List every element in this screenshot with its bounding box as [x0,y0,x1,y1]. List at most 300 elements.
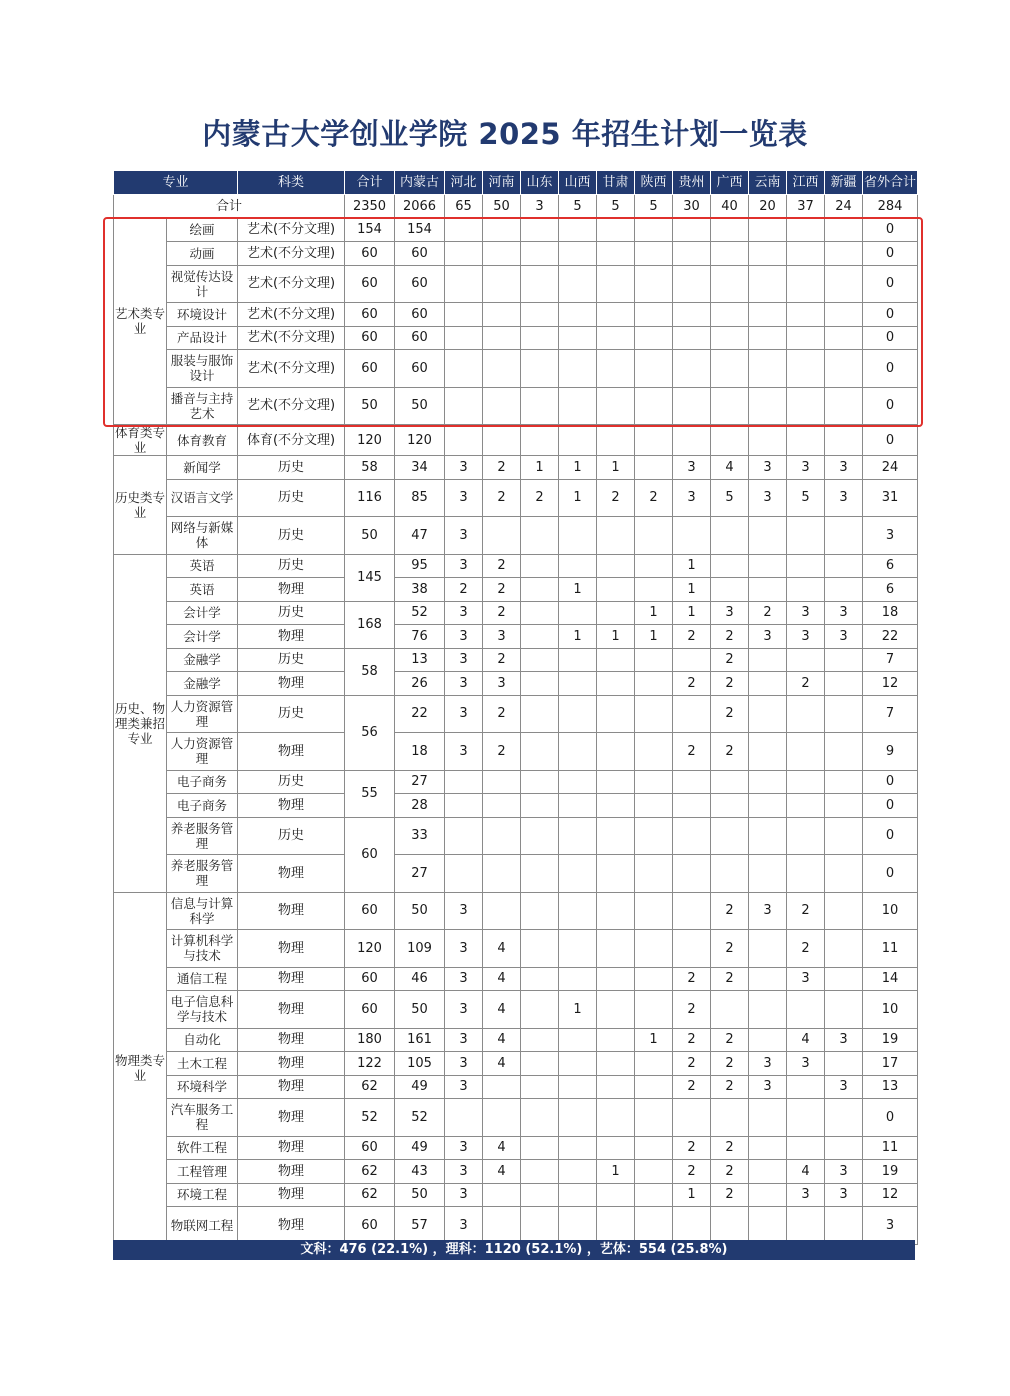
value-cell: 2 [711,930,749,968]
value-cell [559,855,597,893]
value-cell: 3 [825,1160,863,1184]
value-cell: 1 [635,1028,673,1052]
value-cell [787,578,825,602]
total-cell: 5 [559,195,597,219]
value-cell [521,930,559,968]
value-cell: 2 [673,1028,711,1052]
value-cell [673,794,711,818]
value-cell [635,855,673,893]
major-cell: 计算机科学与技术 [167,930,238,968]
value-cell [673,892,711,930]
value-cell: 3 [445,1075,483,1099]
value-cell: 3 [445,1052,483,1076]
value-cell [635,425,673,456]
value-cell [825,218,863,242]
table-row [114,1028,918,1052]
value-cell: 3 [673,479,711,517]
value-cell [597,672,635,696]
value-cell [787,554,825,578]
value-cell: 18 [395,733,445,771]
value-cell: 3 [445,554,483,578]
value-cell: 4 [483,967,521,991]
major-cell: 会计学 [167,601,238,625]
value-cell [711,303,749,327]
row-total-cell: 60 [345,1136,395,1160]
row-total-cell: 60 [345,991,395,1029]
value-cell [825,1052,863,1076]
value-cell [559,1052,597,1076]
table-row [114,695,918,733]
row-total-cell: 58 [345,648,395,695]
subject-cell: 艺术(不分文理) [238,242,345,266]
value-cell [825,967,863,991]
value-cell [635,1136,673,1160]
value-cell: 76 [395,625,445,649]
header-cell: 内蒙古 [395,171,445,195]
subject-cell: 历史 [238,817,345,855]
subject-cell: 艺术(不分文理) [238,218,345,242]
value-cell: 1 [559,578,597,602]
value-cell [673,648,711,672]
value-cell [711,326,749,350]
value-cell: 3 [749,479,787,517]
value-cell [597,326,635,350]
header-cell: 河北 [445,171,483,195]
row-total-cell: 60 [345,265,395,303]
value-cell: 3 [445,967,483,991]
row-total-cell: 116 [345,479,395,517]
value-cell [559,350,597,388]
header-cell: 山西 [559,171,597,195]
subject-cell: 历史 [238,770,345,794]
major-cell: 视觉传达设计 [167,265,238,303]
value-cell: 2 [483,479,521,517]
value-cell: 0 [863,326,918,350]
value-cell [787,1099,825,1137]
value-cell [483,1183,521,1207]
value-cell [445,1099,483,1137]
table-row [114,1136,918,1160]
value-cell: 3 [445,930,483,968]
total-label: 合计 [114,195,345,219]
value-cell [825,387,863,425]
value-cell: 1 [635,625,673,649]
subject-cell: 物理 [238,1136,345,1160]
value-cell [597,554,635,578]
category-cell: 体育类专业 [114,425,165,455]
value-cell: 43 [395,1160,445,1184]
value-cell: 0 [863,425,918,456]
value-cell: 3 [445,1183,483,1207]
header-cell: 新疆 [825,171,863,195]
value-cell [749,770,787,794]
row-total-cell: 50 [345,387,395,425]
value-cell [521,425,559,456]
category-cell: 历史类专业 [114,456,167,555]
value-cell [787,991,825,1029]
total-cell: 3 [521,195,559,219]
major-cell: 汉语言文学 [167,479,238,517]
value-cell: 4 [483,1136,521,1160]
value-cell [825,326,863,350]
value-cell: 3 [787,601,825,625]
value-cell [559,967,597,991]
value-cell [559,1183,597,1207]
value-cell [825,425,863,456]
major-cell: 英语 [167,578,238,602]
value-cell [521,350,559,388]
value-cell: 6 [863,554,918,578]
value-cell: 60 [395,350,445,388]
value-cell: 13 [395,648,445,672]
value-cell: 2 [673,967,711,991]
value-cell [559,425,597,456]
value-cell [635,648,673,672]
value-cell [483,425,521,456]
major-cell: 金融学 [167,648,238,672]
value-cell [597,991,635,1029]
subject-cell: 物理 [238,855,345,893]
value-cell [673,242,711,266]
value-cell: 3 [445,625,483,649]
value-cell: 105 [395,1052,445,1076]
value-cell: 0 [863,303,918,327]
value-cell [483,1207,521,1245]
major-cell: 软件工程 [167,1136,238,1160]
value-cell: 3 [445,517,483,555]
category-cell: 物理类专业 [114,892,167,1244]
value-cell [559,892,597,930]
major-cell: 环境工程 [167,1183,238,1207]
major-cell: 金融学 [167,672,238,696]
value-cell [711,425,749,456]
major-cell: 网络与新媒体 [167,517,238,555]
row-total-cell: 120 [345,930,395,968]
value-cell [825,242,863,266]
value-cell [483,1099,521,1137]
value-cell: 10 [863,991,918,1029]
value-cell [597,601,635,625]
value-cell [521,517,559,555]
value-cell [597,425,635,456]
value-cell [635,456,673,480]
total-cell: 20 [749,195,787,219]
value-cell: 4 [483,1052,521,1076]
value-cell [825,817,863,855]
table-row [114,991,918,1029]
table-row [114,479,918,517]
subject-cell: 艺术(不分文理) [238,387,345,425]
value-cell: 109 [395,930,445,968]
value-cell [597,1136,635,1160]
major-cell: 会计学 [167,625,238,649]
value-cell: 2 [673,1052,711,1076]
value-cell [521,794,559,818]
value-cell [787,218,825,242]
value-cell [787,326,825,350]
value-cell [445,303,483,327]
value-cell [673,517,711,555]
value-cell [635,350,673,388]
value-cell: 0 [863,817,918,855]
value-cell: 2 [711,648,749,672]
value-cell [597,1099,635,1137]
value-cell: 60 [395,265,445,303]
value-cell: 3 [445,733,483,771]
subject-cell: 物理 [238,967,345,991]
value-cell [749,1160,787,1184]
value-cell [559,817,597,855]
value-cell [787,817,825,855]
value-cell [749,648,787,672]
value-cell [787,695,825,733]
value-cell: 3 [673,456,711,480]
value-cell [673,387,711,425]
value-cell: 9 [863,733,918,771]
value-cell: 0 [863,387,918,425]
major-cell: 动画 [167,242,238,266]
subject-cell: 体育(不分文理) [238,425,345,456]
value-cell [559,387,597,425]
value-cell: 2 [711,1183,749,1207]
value-cell [749,794,787,818]
row-total-cell: 60 [345,326,395,350]
value-cell [559,794,597,818]
value-cell [711,554,749,578]
value-cell: 3 [445,991,483,1029]
value-cell [825,991,863,1029]
total-cell: 2350 [345,195,395,219]
value-cell [787,770,825,794]
value-cell [597,770,635,794]
value-cell [711,817,749,855]
value-cell [559,265,597,303]
header-cell: 广西 [711,171,749,195]
value-cell [483,387,521,425]
value-cell [521,554,559,578]
table-row [114,1160,918,1184]
value-cell [635,1075,673,1099]
value-cell: 57 [395,1207,445,1245]
value-cell: 60 [395,242,445,266]
value-cell [559,1160,597,1184]
value-cell: 0 [863,794,918,818]
value-cell [597,1052,635,1076]
header-cell: 河南 [483,171,521,195]
value-cell [749,303,787,327]
value-cell [635,387,673,425]
value-cell: 1 [673,554,711,578]
value-cell: 49 [395,1136,445,1160]
subject-cell: 物理 [238,930,345,968]
value-cell [521,648,559,672]
subject-cell: 物理 [238,1052,345,1076]
value-cell [559,218,597,242]
value-cell: 4 [483,1028,521,1052]
value-cell: 11 [863,1136,918,1160]
value-cell: 1 [559,479,597,517]
value-cell [825,648,863,672]
value-cell [521,672,559,696]
value-cell [521,1075,559,1099]
value-cell: 3 [825,479,863,517]
value-cell: 1 [559,456,597,480]
value-cell [825,672,863,696]
value-cell: 2 [711,625,749,649]
value-cell [787,517,825,555]
major-cell: 物联网工程 [167,1207,238,1245]
table-row [114,303,918,327]
subject-cell: 物理 [238,1160,345,1184]
value-cell: 2 [711,1136,749,1160]
value-cell: 4 [483,991,521,1029]
value-cell [483,242,521,266]
value-cell [559,1136,597,1160]
value-cell [597,350,635,388]
subject-cell: 艺术(不分文理) [238,350,345,388]
header-cell: 山东 [521,171,559,195]
value-cell: 0 [863,855,918,893]
value-cell [825,733,863,771]
value-cell: 2 [711,892,749,930]
value-cell [597,855,635,893]
value-cell [521,892,559,930]
subject-cell: 物理 [238,794,345,818]
value-cell [559,554,597,578]
subject-cell: 历史 [238,648,345,672]
value-cell [711,517,749,555]
value-cell [521,733,559,771]
value-cell [559,326,597,350]
value-cell: 2 [483,578,521,602]
value-cell [749,350,787,388]
table-row [114,601,918,625]
major-cell: 播音与主持艺术 [167,387,238,425]
value-cell: 2 [635,479,673,517]
subject-cell: 物理 [238,625,345,649]
value-cell [711,218,749,242]
value-cell: 10 [863,892,918,930]
value-cell: 3 [863,517,918,555]
value-cell [597,218,635,242]
value-cell [597,387,635,425]
value-cell [597,733,635,771]
value-cell: 34 [395,456,445,480]
value-cell [521,695,559,733]
table-row [114,326,918,350]
value-cell: 6 [863,578,918,602]
table-row [114,892,918,930]
value-cell: 95 [395,554,445,578]
value-cell: 3 [445,1136,483,1160]
value-cell: 1 [559,991,597,1029]
value-cell: 60 [395,303,445,327]
major-cell: 信息与计算科学 [167,892,238,930]
value-cell: 3 [787,1183,825,1207]
value-cell [597,648,635,672]
value-cell: 1 [597,456,635,480]
value-cell [711,855,749,893]
value-cell [711,991,749,1029]
value-cell [787,855,825,893]
value-cell [635,1052,673,1076]
major-cell: 自动化 [167,1028,238,1052]
value-cell [825,892,863,930]
value-cell [749,733,787,771]
table-row [114,242,918,266]
major-cell: 人力资源管理 [167,695,238,733]
table-row [114,350,918,388]
value-cell: 19 [863,1160,918,1184]
subject-cell: 物理 [238,892,345,930]
value-cell: 2 [711,1160,749,1184]
value-cell [597,1028,635,1052]
value-cell [673,218,711,242]
value-cell [445,794,483,818]
major-cell: 英语 [167,554,238,578]
value-cell: 85 [395,479,445,517]
value-cell [521,770,559,794]
value-cell: 3 [445,1028,483,1052]
major-cell: 绘画 [167,218,238,242]
value-cell: 50 [395,1183,445,1207]
row-total-cell: 60 [345,817,395,892]
value-cell: 3 [749,456,787,480]
value-cell [711,794,749,818]
subject-cell: 物理 [238,1028,345,1052]
major-cell: 新闻学 [167,456,238,480]
value-cell: 0 [863,770,918,794]
value-cell [825,303,863,327]
value-cell [559,242,597,266]
value-cell [483,855,521,893]
subject-cell: 历史 [238,479,345,517]
value-cell: 3 [749,625,787,649]
value-cell [673,350,711,388]
value-cell [673,326,711,350]
value-cell: 3 [787,1052,825,1076]
value-cell [597,517,635,555]
header-cell: 科类 [238,171,345,195]
value-cell: 46 [395,967,445,991]
header-row [114,171,918,195]
table-row [114,733,918,771]
value-cell [521,991,559,1029]
major-cell: 工程管理 [167,1160,238,1184]
value-cell [787,303,825,327]
value-cell: 1 [521,456,559,480]
subject-cell: 物理 [238,578,345,602]
value-cell: 0 [863,265,918,303]
table-row [114,1075,918,1099]
value-cell [711,578,749,602]
value-cell [483,517,521,555]
value-cell [673,695,711,733]
value-cell: 7 [863,695,918,733]
major-cell: 环境科学 [167,1075,238,1099]
header-cell: 专业 [114,171,238,195]
header-cell: 江西 [787,171,825,195]
value-cell [825,695,863,733]
value-cell: 3 [749,1052,787,1076]
value-cell [635,303,673,327]
value-cell [635,794,673,818]
value-cell [559,648,597,672]
value-cell: 2 [673,733,711,771]
value-cell [711,242,749,266]
value-cell: 2 [787,892,825,930]
value-cell [749,517,787,555]
